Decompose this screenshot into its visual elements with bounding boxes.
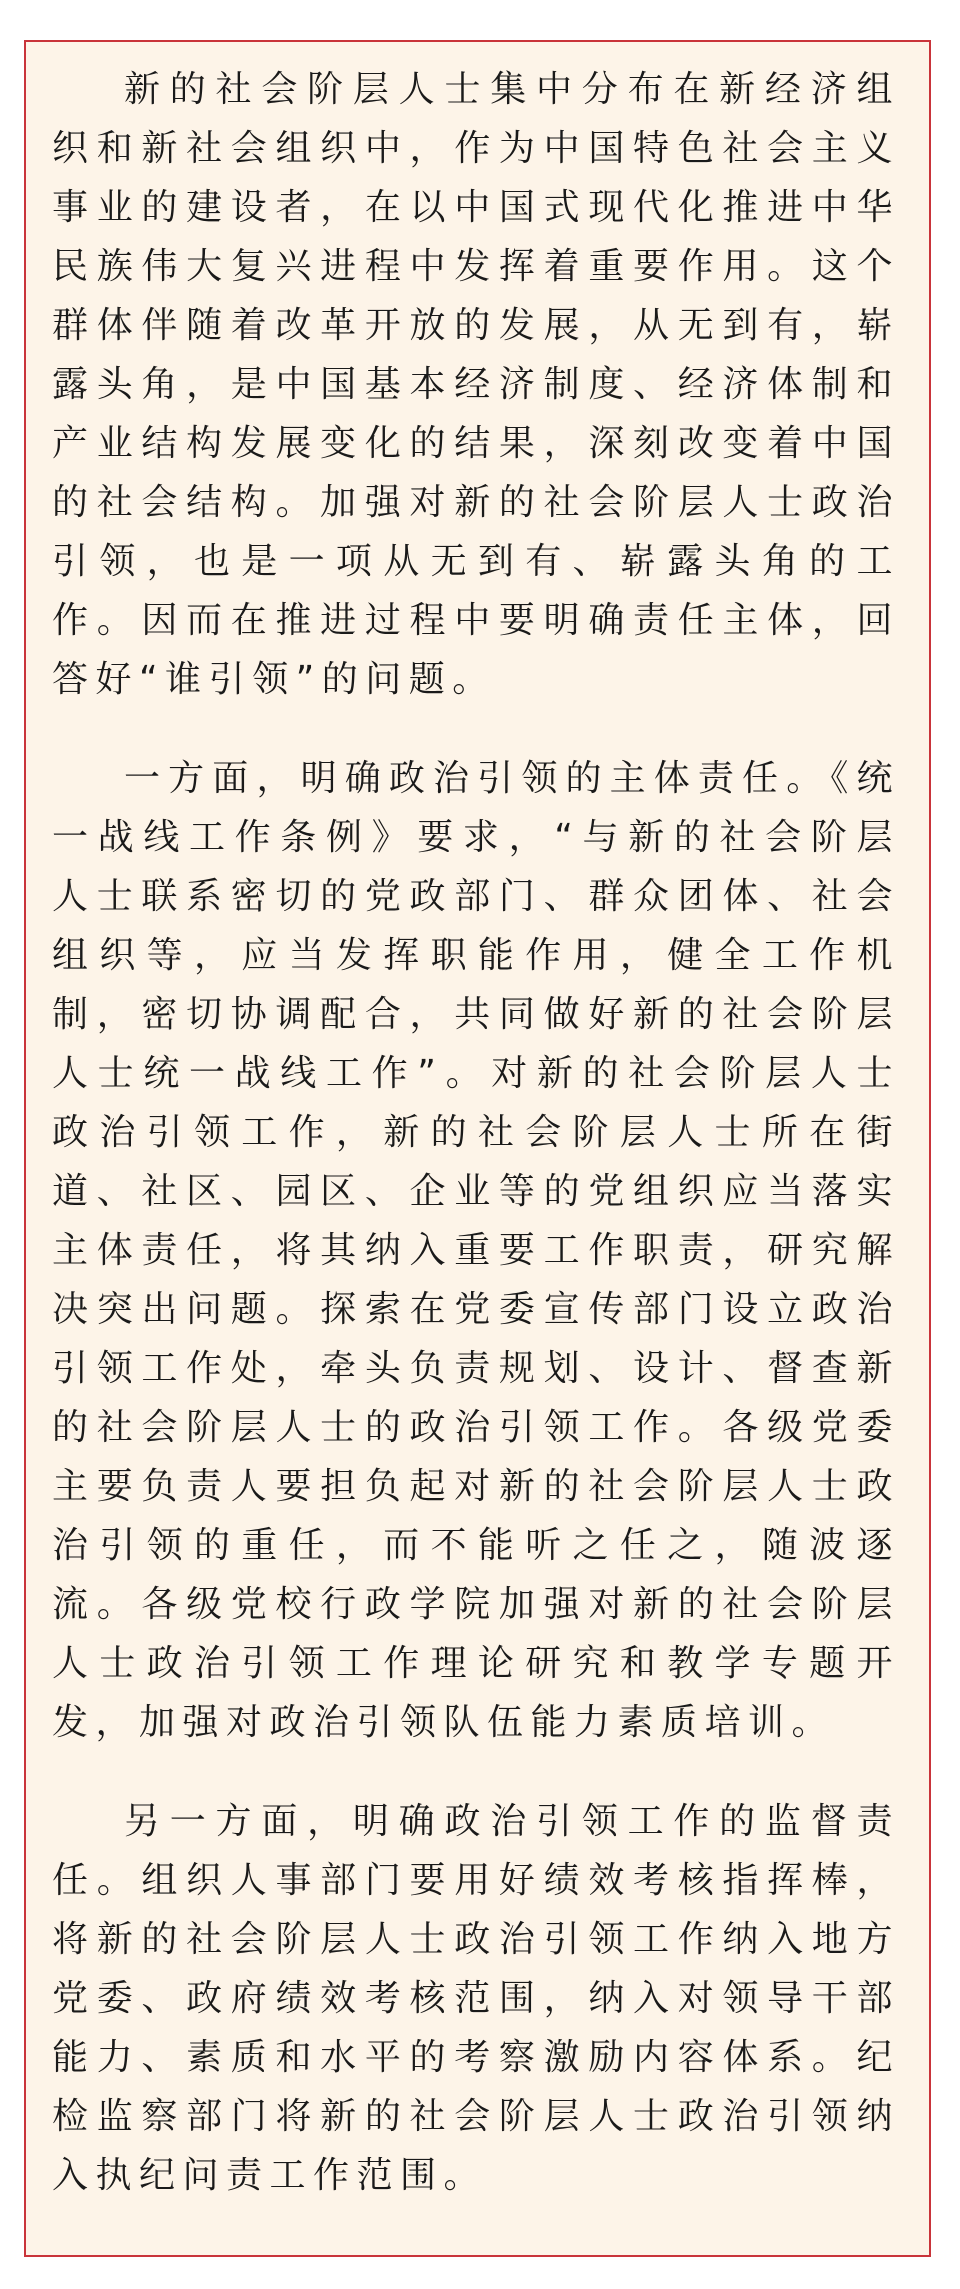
paragraph-1: 新的社会阶层人士集中分布在新经济组织和新社会组织中，作为中国特色社会主义事业的建设者，在以中国式现代化推进中华民族伟大复兴进程中发挥着重要作用。这个群体伴随着改革开放的发展，从无到有，崭露头角，是中国基本经济制度、经济体制和产业结构发展变化的结果，深刻改变着中国的社会结构。加强对新的社会阶层人士政治引领，也是一项从无到有、崭露头角的工作。因而在推进过程中要明确责任主体，回答好“谁引领”的问题。 [52, 69, 900, 700]
paragraph-3: 另一方面，明确政治引领工作的监督责任。组织人事部门要用好绩效考核指挥棒，将新的社会阶层人士政治引领工作纳入地方党委、政府绩效考核范围，纳入对领导干部能力、素质和水平的考察激励内容体系。纪检监察部门将新的社会阶层人士政治引领纳入执纪问责工作范围。 [52, 1801, 900, 2196]
paragraph-2: 一方面，明确政治引领的主体责任。《统一战线工作条例》要求，“与新的社会阶层人士联系密切的党政部门、群众团体、社会组织等，应当发挥职能作用，健全工作机制，密切协调配合，共同做好新的社会阶层人士统一战线工作”。对新的社会阶层人士政治引领工作，新的社会阶层人士所在街道、社区、园区、企业等的党组织应当落实主体责任，将其纳入重要工作职责，研究解决突出问题。探索在党委宣传部门设立政治引领工作处，牵头负责规划、设计、督查新的社会阶层人士的政治引领工作。各级党委主要负责人要担负起对新的社会阶层人士政治引领的重任，而不能听之任之，随波逐流。各级党校行政学院加强对新的社会阶层人士政治引领工作理论研究和教学专题开发，加强对政治引领队伍能力素质培训。 [52, 758, 900, 1743]
article-body [52, 60, 900, 2245]
